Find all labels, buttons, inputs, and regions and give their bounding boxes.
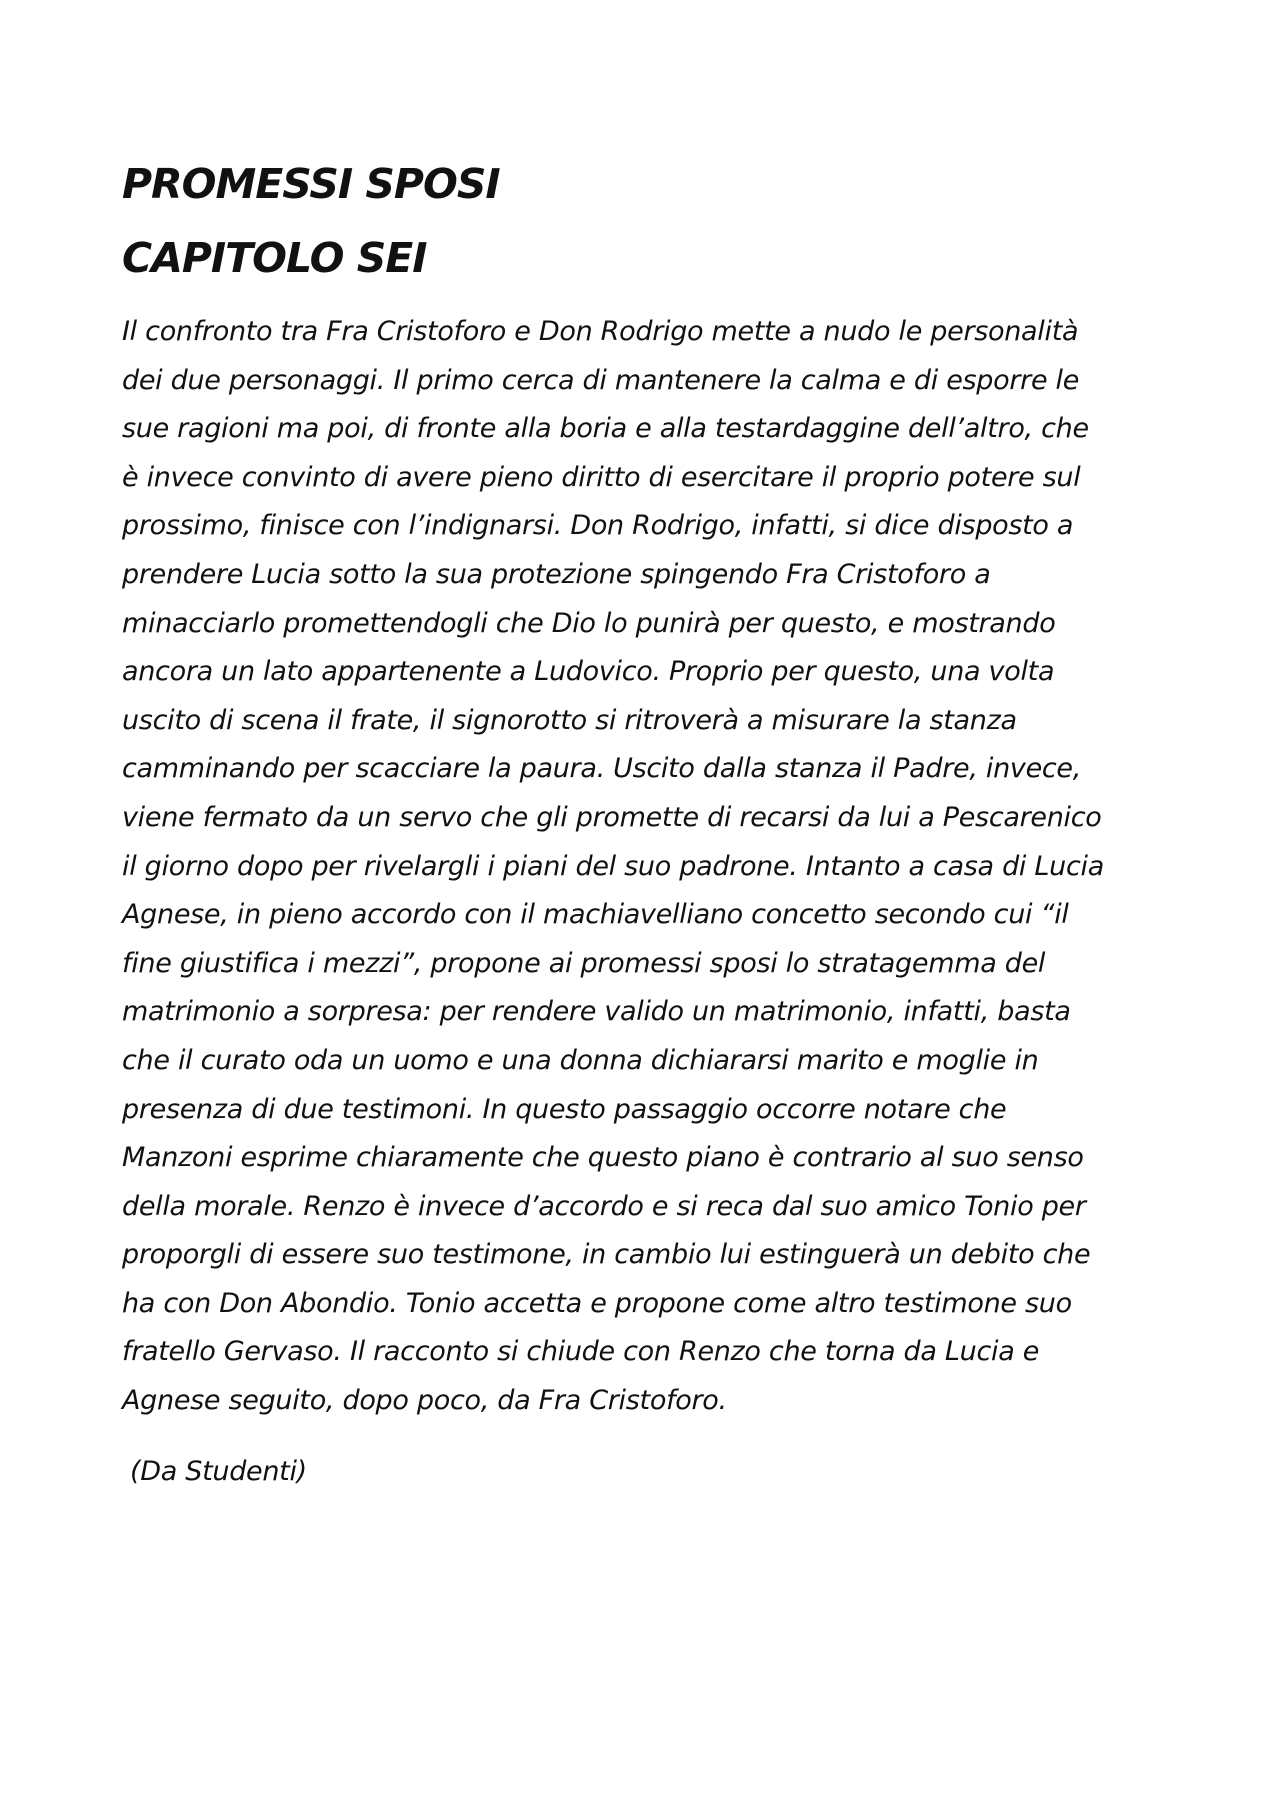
body-line: è invece convinto di avere pieno diritto di esercitare il proprio potere sul <box>122 461 1081 493</box>
body-line: camminando per scacciare la paura. Uscito dalla stanza il Padre, invece, <box>122 753 1082 785</box>
body-line: proporgli di essere suo testimone, in cambio lui estinguerà un debito che <box>122 1239 1091 1271</box>
body-line: ha con Don Abondio. Tonio accetta e propone come altro testimone suo <box>122 1287 1072 1319</box>
body-line: matrimonio a sorpresa: per rendere valido un matrimonio, infatti, basta <box>122 996 1071 1028</box>
body-line: Manzoni esprime chiaramente che questo piano è contrario al suo senso <box>122 1142 1084 1174</box>
attribution: (Da Studenti) <box>130 1455 307 1487</box>
body-line: della morale. Renzo è invece d’accordo e si reca dal suo amico Tonio per <box>122 1190 1086 1222</box>
body-line: minacciarlo promettendogli che Dio lo punirà per questo, e mostrando <box>122 607 1056 639</box>
body-line: viene fermato da un servo che gli promette di recarsi da lui a Pescarenico <box>122 801 1102 833</box>
body-line: presenza di due testimoni. In questo passaggio occorre notare che <box>122 1093 1007 1125</box>
body-line: prossimo, finisce con l’indignarsi. Don Rodrigo, infatti, si dice disposto a <box>122 510 1074 542</box>
body-line: Agnese seguito, dopo poco, da Fra Cristoforo. <box>122 1385 727 1417</box>
body-paragraph <box>122 308 1182 1426</box>
document-title: PROMESSI SPOSI <box>122 160 500 208</box>
body-line: uscito di scena il frate, il signorotto si ritroverà a misurare la stanza <box>122 704 1017 736</box>
body-line: Agnese, in pieno accordo con il machiavelliano concetto secondo cui “il <box>122 899 1069 931</box>
body-line: il giorno dopo per rivelargli i piani del suo padrone. Intanto a casa di Lucia <box>122 850 1104 882</box>
body-line: fine giustifica i mezzi”, propone ai promessi sposi lo stratagemma del <box>122 947 1046 979</box>
body-line: fratello Gervaso. Il racconto si chiude con Renzo che torna da Lucia e <box>122 1336 1040 1368</box>
body-line: che il curato oda un uomo e una donna dichiararsi marito e moglie in <box>122 1044 1039 1076</box>
document-content <box>122 160 1182 1496</box>
body-line: ancora un lato appartenente a Ludovico. Proprio per questo, una volta <box>122 656 1055 688</box>
chapter-title: CAPITOLO SEI <box>122 234 427 282</box>
body-line: Il confronto tra Fra Cristoforo e Don Rodrigo mette a nudo le personalità <box>122 316 1079 347</box>
body-line: sue ragioni ma poi, di fronte alla boria e alla testardaggine dell’altro, che <box>122 413 1089 445</box>
body-line: prendere Lucia sotto la sua protezione spingendo Fra Cristoforo a <box>122 558 991 590</box>
body-line: dei due personaggi. Il primo cerca di mantenere la calma e di esporre le <box>122 364 1080 396</box>
